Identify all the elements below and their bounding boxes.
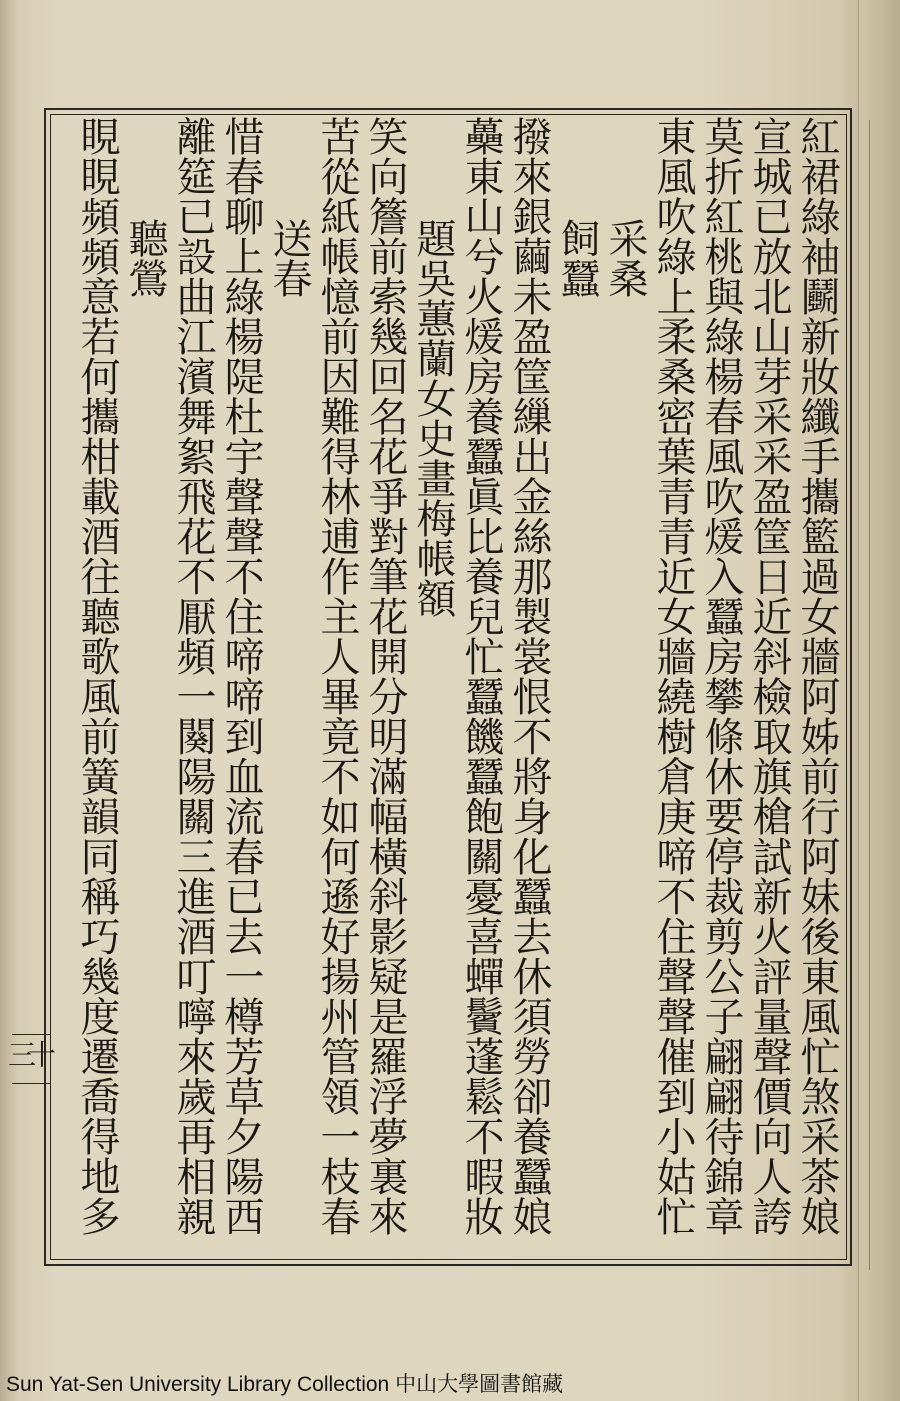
- poem-title: 題吳蕙蘭女史畫梅帳額: [410, 178, 456, 618]
- text-column: 笑向簷前索幾回名花爭對筆花開分明滿幅橫斜影疑是羅浮夢裏來: [362, 116, 408, 1236]
- text-column: 撥來銀繭未盈筐繅出金絲那製裳恨不將身化蠶去休須勞卻養蠶娘: [506, 116, 552, 1236]
- text-column: 離筵已設曲江濱舞絮飛花不厭頻一闋陽關三進酒叮嚀來歲再相親: [170, 116, 216, 1236]
- poem-title: 送春: [266, 178, 312, 298]
- text-column: 睍睍頻頻意若何攜柑載酒往聽歌風前簧韻同稱巧幾度遷喬得地多: [74, 116, 120, 1236]
- text-column: 宣城已放北山芽采采盈筐日近斜檢取旗槍試新火評量聲價向人誇: [746, 116, 792, 1236]
- next-page-edge: [858, 0, 900, 1401]
- text-column: 苦從紙帳憶前因難得林逋作主人畢竟不如何遜好揚州管領一枝春: [314, 116, 360, 1236]
- poem-title: 采桑: [602, 178, 648, 298]
- poem-title: 聽鶯: [122, 178, 168, 298]
- collection-caption: Sun Yat-Sen University Library Collection 中山大學圖書館藏: [6, 1373, 564, 1396]
- text-column: 東風吹綠上柔桑密葉青青近女牆繞樹倉庚啼不住聲聲催到小姑忙: [650, 116, 696, 1236]
- text-column: 蘽東山兮火煖房養蠶眞比養兒忙蠶饑蠶飽關憂喜蟬鬢蓬鬆不暇妝: [458, 116, 504, 1236]
- poem-title: 飼蠶: [554, 178, 600, 298]
- text-column: 莫折紅桃與綠楊春風吹煖入蠶房攀條休要停裁剪公子翩翩待錦章: [698, 116, 744, 1236]
- folio-number: 十三: [4, 1040, 57, 1068]
- text-column: 惜春聊上綠楊隄杜宇聲聲不住啼啼到血流春已去一樽芳草夕陽西: [218, 116, 264, 1236]
- text-column: 紅裙綠袖鬬新妝纖手攜籃過女牆阿姊前行阿妹後東風忙煞采茶娘: [794, 116, 840, 1236]
